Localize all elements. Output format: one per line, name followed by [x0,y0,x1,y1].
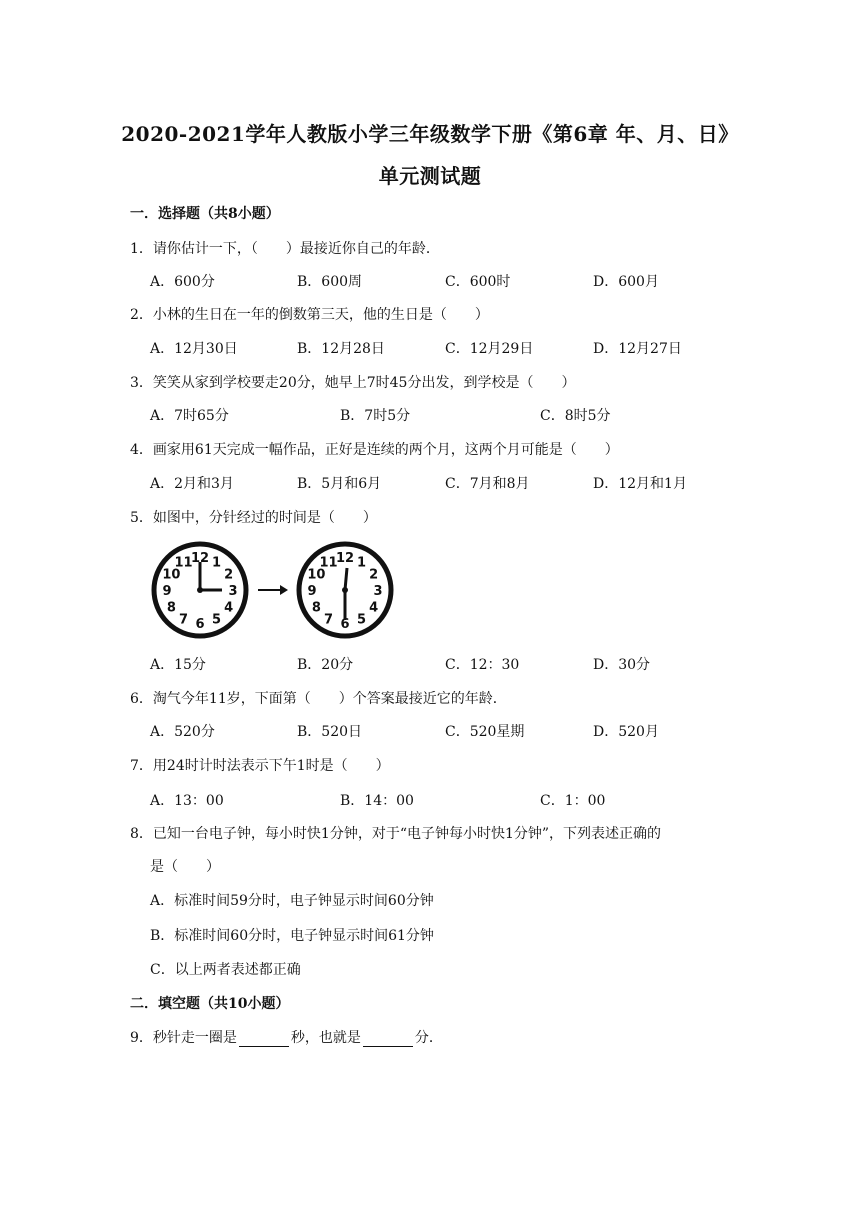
question-6-stem: 6．淘气今年11岁，下面第（ ）个答案最接近它的年龄． [130,691,507,707]
question-1-stem: 1．请你估计一下，（ ）最接近你自己的年龄． [130,241,440,257]
question-9-text-1: 9．秒针走一圈是 [130,1030,237,1046]
clock-figure [150,540,400,640]
clock-numeral: 6 [195,617,205,632]
question-9-text-2: 秒，也就是 [290,1030,361,1046]
question-2-option-d: D．12月27日 [593,341,682,357]
clock-numeral: 8 [311,600,321,616]
clock-numeral: 3 [228,584,238,599]
clock-numeral: 12 [335,551,355,566]
question-4-option-c: C．7月和8月 [445,476,530,492]
question-8-option-c: C．以上两者表述都正确 [150,962,301,978]
hour-hand [345,568,347,590]
clock-numeral: 2 [369,567,379,583]
question-1-option-a: A．600分 [150,274,215,290]
clock-numeral: 9 [307,584,317,599]
question-7-option-a: A．13：00 [150,793,224,809]
question-6-option-a: A．520分 [150,724,215,740]
clock-numeral: 7 [323,612,334,628]
question-6-option-c: C．520星期 [445,724,525,740]
document-subtitle: 单元测试题 [378,164,482,188]
clock-left [154,544,246,636]
clock-numeral: 9 [162,584,172,599]
question-4-option-d: D．12月和1月 [593,476,687,492]
question-1-option-d: D．600月 [593,274,659,290]
question-3-option-b: B．7时5分 [340,408,411,424]
question-7-option-c: C．1：00 [540,793,606,809]
question-6-option-b: B．520日 [297,724,363,740]
question-4-stem: 4．画家用61天完成一幅作品，正好是连续的两个月，这两个月可能是（ ） [130,442,619,458]
question-2-stem: 2．小林的生日在一年的倒数第三天，他的生日是（ ） [130,307,489,323]
clock-numeral: 7 [178,612,189,628]
question-2-option-c: C．12月29日 [445,341,534,357]
question-8-option-a: A．标准时间59分时，电子钟显示时间60分钟 [150,893,434,909]
question-5-option-c: C．12：30 [445,657,520,673]
question-7-stem: 7．用24时计时法表示下午1时是（ ） [130,758,390,774]
section-fill-heading: 二．填空题（共10小题） [130,996,290,1012]
question-2-option-a: A．12月30日 [150,341,238,357]
arrow [258,585,288,595]
question-3-option-a: A．7时65分 [150,408,229,424]
clock-numeral: 12 [190,551,210,566]
question-4-option-b: B．5月和6月 [297,476,382,492]
question-8-stem-continued: 是（ ） [150,859,220,875]
question-5-option-a: A．15分 [150,657,206,673]
question-9 [130,1027,443,1047]
clock-numeral: 11 [174,555,193,571]
clock-numeral: 11 [319,555,338,571]
clock-numeral: 10 [307,567,326,583]
clock-numeral: 6 [340,617,350,632]
answer-blank-2[interactable] [363,1032,413,1047]
question-2-option-b: B．12月28日 [297,341,385,357]
question-8-stem: 8．已知一台电子钟，每小时快1分钟，对于“电子钟每小时快1分钟”，下列表述正确的 [130,826,662,842]
question-5-stem: 5．如图中，分针经过的时间是（ ） [130,510,377,526]
question-9-text-3: 分． [414,1030,443,1046]
question-1-option-c: C．600时 [445,274,511,290]
clock-numeral: 5 [211,612,222,628]
section-choice-heading: 一．选择题（共8小题） [130,206,280,222]
question-3-stem: 3．笑笑从家到学校要走20分，她早上7时45分出发，到学校是（ ） [130,375,576,391]
clock-numeral: 5 [356,612,367,628]
clock-numeral: 1 [356,555,367,571]
answer-blank-1[interactable] [239,1032,289,1047]
clock-right [299,544,391,636]
question-7-option-b: B．14：00 [340,793,414,809]
question-1-option-b: B．600周 [297,274,363,290]
question-3-option-c: C．8时5分 [540,408,611,424]
question-6-option-d: D．520月 [593,724,659,740]
clock-numeral: 4 [369,600,379,616]
question-8-option-b: B．标准时间60分时，电子钟显示时间61分钟 [150,928,434,944]
question-4-option-a: A．2月和3月 [150,476,234,492]
clock-numeral: 10 [162,567,181,583]
clock-numeral: 1 [211,555,222,571]
clock-numeral: 4 [224,600,234,616]
question-5-option-b: B．20分 [297,657,354,673]
document-title: 2020-2021学年人教版小学三年级数学下册《第6章 年、月、日》 [121,122,739,146]
clock-numeral: 8 [166,600,176,616]
clock-numeral: 2 [224,567,234,583]
question-5-option-d: D．30分 [593,657,651,673]
clock-numeral: 3 [373,584,383,599]
